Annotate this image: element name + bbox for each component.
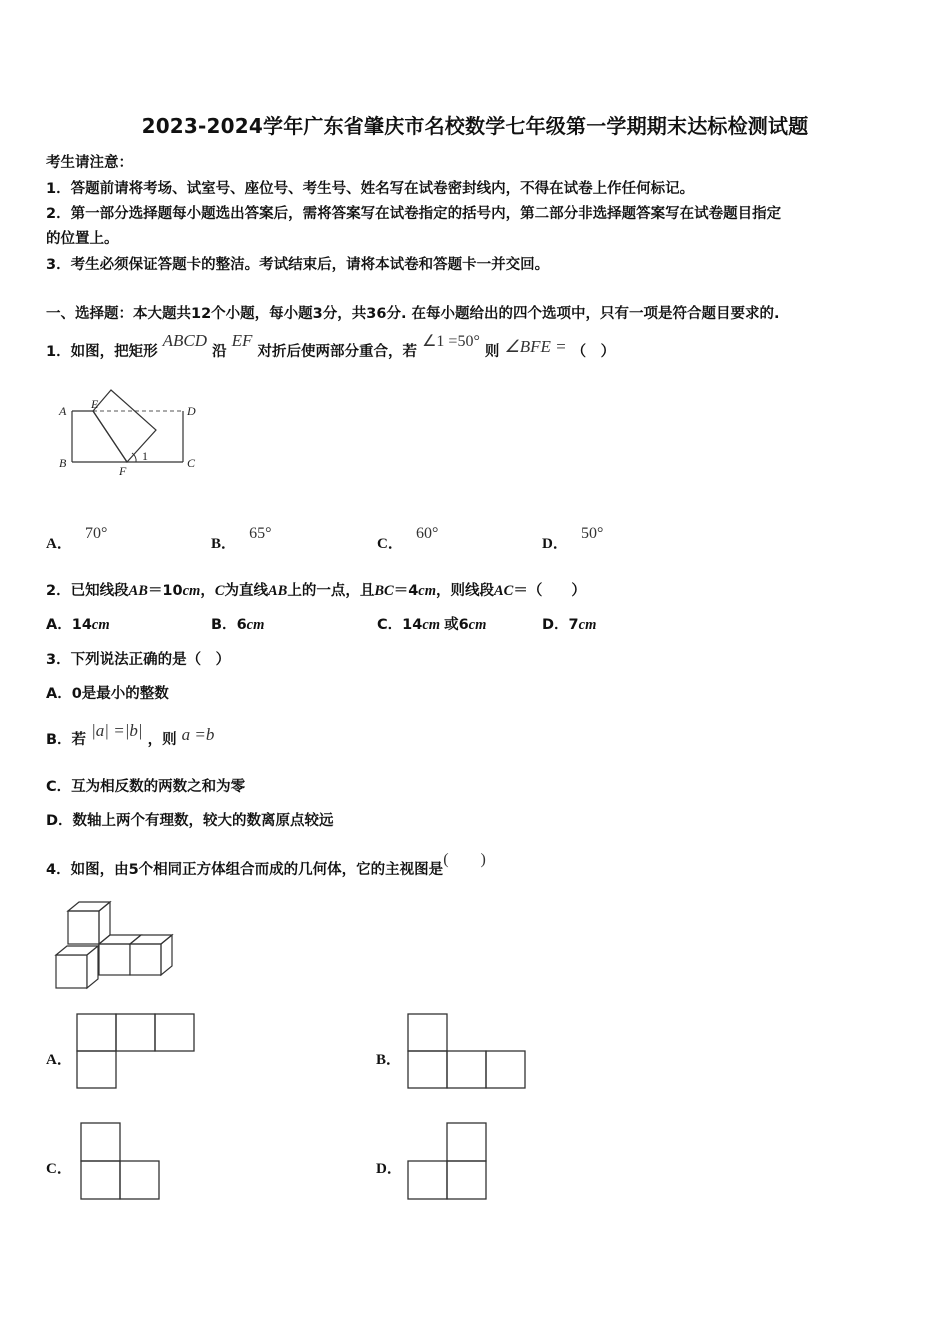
q4-option-d-letter[interactable]: D． [376,1161,402,1177]
q2-ab-2: AB [268,583,288,599]
question-1-stem [46,331,616,361]
question-3-stem: 3．下列说法正确的是（ ） [46,652,231,668]
q1-text-2: 沿 [212,344,227,360]
q2-option-a-letter: A． [46,617,72,633]
question-4-stem [46,851,486,879]
q2-option-b[interactable] [211,613,264,634]
q1-option-c-letter: C． [377,536,403,552]
q1-option-a-letter: A． [46,536,72,552]
notice-item-2: 2．第一部分选择题每小题选出答案后，需将答案写在试卷指定的括号内，第二部分非选择题答案写在试卷题目指定 [46,206,782,222]
q2-text-5: 上的一点，且 [287,583,375,599]
q4-text: 4．如图，由5个相同正方体组合而成的几何体，它的主视图是 [46,862,444,878]
q2-unit-2: cm [418,583,437,599]
q1-option-b[interactable] [211,525,272,553]
q1-figure-rectangle [52,385,212,485]
label-b: B [59,456,67,470]
q2-text-1: 2．已知线段 [46,583,129,599]
q2-option-c[interactable] [377,613,486,634]
q2-option-a[interactable] [46,613,110,634]
notice-item-3: 3．考生必须保证答题卡的整洁。考试结束后，请将本试卷和答题卡一并交回。 [46,257,550,273]
q2-option-a-unit: cm [91,617,110,633]
q3-option-b-math-1: |a| =|b| [91,721,143,740]
q1-math-angle-bfe: ∠BFE = [504,337,567,356]
q2-ac: AC [494,583,514,599]
q1-text-1: 1．如图，把矩形 [46,344,158,360]
q2-option-c-unit: cm [422,617,441,633]
q3-option-b[interactable] [46,721,215,749]
q2-option-d[interactable] [542,613,596,634]
q1-option-a[interactable] [46,525,108,553]
q3-option-b-then: ，则 [147,732,177,748]
q3-option-b-text: B．若 [46,732,87,748]
q1-option-a-value: 70° [84,525,108,542]
q2-option-c-num: 14 [402,617,423,633]
label-f: F [119,464,127,478]
q1-option-d-value: 50° [580,525,604,542]
question-2-stem [46,579,586,600]
q4-option-c-letter[interactable]: C． [46,1161,72,1177]
q4-option-b-letter[interactable]: B． [376,1052,402,1068]
label-a: A [59,404,67,418]
q1-option-d[interactable] [542,525,604,553]
q2-option-d-num: 7 [568,617,579,633]
q3-option-b-math-2: a =b [181,725,215,744]
q2-text-3: ， [200,583,215,599]
label-c: C [187,456,196,470]
q2-text-7: ，则线段 [436,583,495,599]
q2-option-d-letter: D． [542,617,569,633]
q2-text-8: ＝（ ） [513,583,586,599]
q1-option-b-letter: B． [211,536,237,552]
q4-option-a-letter[interactable]: A． [46,1052,72,1068]
q4-option-b-view[interactable] [406,1012,528,1092]
q2-ab: AB [128,583,148,599]
q1-math-ef: EF [231,331,253,350]
q3-option-a[interactable]: A．0是最小的整数 [46,686,169,702]
q1-text-5: （ ） [571,344,616,360]
q4-option-a-view[interactable] [75,1012,197,1092]
q2-option-b-unit: cm [246,617,265,633]
q1-option-c-value: 60° [415,525,439,542]
q1-text-4: 则 [484,344,500,360]
q1-text-3: 对折后使两部分重合，若 [257,344,418,360]
q2-option-c-or: 或 [444,617,459,633]
q3-option-d[interactable]: D．数轴上两个有理数，较大的数离原点较远 [46,813,334,829]
q1-math-abcd: ABCD [162,331,208,350]
q4-option-d-view[interactable] [406,1121,492,1203]
label-angle-1: 1 [142,449,148,463]
q2-bc: BC [374,583,394,599]
label-d: D [187,404,196,418]
q2-option-b-num: 6 [236,617,247,633]
q3-option-c[interactable]: C．互为相反数的两数之和为零 [46,779,246,795]
q1-math-angle1: ∠1 =50° [422,333,480,350]
notice-item-2-cont: 的位置上。 [46,231,119,247]
notice-item-1: 1．答题前请将考场、试室号、座位号、考生号、姓名写在试卷密封线内，不得在试卷上作任何标记。 [46,181,695,197]
q1-option-d-letter: D． [542,536,568,552]
q2-option-c-letter: C． [377,617,403,633]
q2-option-a-num: 14 [71,617,92,633]
q2-text-6: ＝4 [393,583,419,599]
q2-option-b-letter: B． [211,617,237,633]
q1-option-c[interactable] [377,525,439,553]
q4-figure-cubes [50,897,180,992]
q2-unit-1: cm [182,583,201,599]
section-heading: 一、选择题：本大题共12个小题，每小题3分，共36分. 在每小题给出的四个选项中，只有一项是符合题目要求的. [46,306,780,322]
q2-c: C [214,583,225,599]
q4-paren: ( ) [443,851,486,868]
q2-option-d-unit: cm [578,617,597,633]
q2-option-c-num2: 6 [458,617,469,633]
q1-option-b-value: 65° [249,525,272,542]
q2-text-4: 为直线 [224,583,269,599]
q4-option-c-view[interactable] [79,1121,165,1203]
page-title: 2023-2024学年广东省肇庆市名校数学七年级第一学期期末达标检测试题 [141,114,809,138]
notice-heading: 考生请注意： [46,155,133,171]
q2-option-c-unit2: cm [468,617,487,633]
q2-text-2: ＝10 [147,583,183,599]
label-e: E [91,397,99,411]
